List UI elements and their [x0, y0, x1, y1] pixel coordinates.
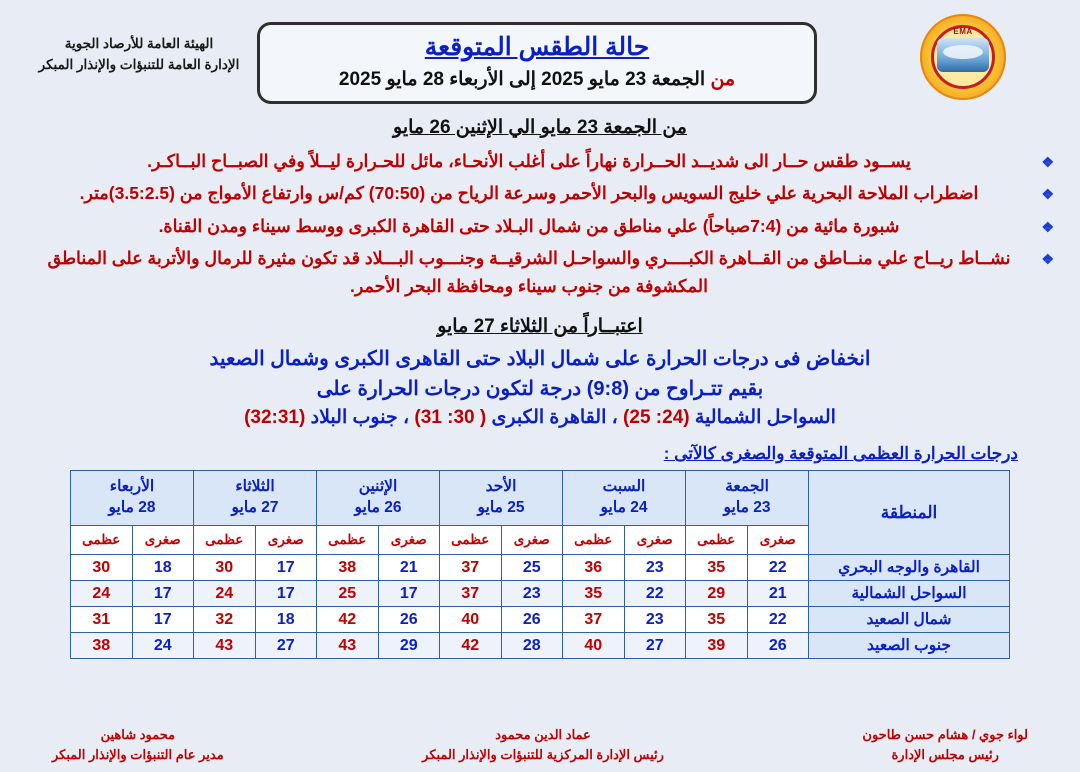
footer-center-name: عماد الدين محمود	[495, 727, 591, 742]
cell-min: 29	[378, 633, 440, 659]
cell-max: 38	[317, 555, 379, 581]
cell-min: 27	[255, 633, 317, 659]
section-2-heading: اعتبــاراً من الثلاثاء 27 مايو	[437, 315, 643, 337]
subheader-min: صغرى	[501, 526, 563, 555]
subheader-min: صغرى	[378, 526, 440, 555]
bullet-item	[26, 179, 1054, 207]
cell-max: 29	[686, 581, 748, 607]
title-box	[257, 22, 817, 104]
agency-name	[34, 34, 244, 76]
south-label: ، جنوب البلاد	[310, 406, 410, 428]
row-region: جنوب الصعيد	[809, 633, 1010, 659]
bullet-text: اضطراب الملاحة البحرية علي خليج السويس والبحر الأحمر وسرعة الرياح من (70:50) كم/س وارتفاع الأمواج من (3.5:2.5)متر.	[79, 183, 979, 204]
coast-label: السواحل الشمالية	[694, 406, 836, 428]
diamond-bullet-icon: ❖	[1041, 251, 1054, 268]
subheader-min: صغرى	[132, 526, 194, 555]
bullet-item	[26, 244, 1054, 301]
day-name: الإثنين	[358, 478, 398, 496]
footer-center-title: رئيس الإدارة المركزية للتنبؤات والإنذار المبكر	[422, 746, 664, 762]
logo-emblem	[937, 38, 989, 72]
cell-max: 32	[194, 607, 256, 633]
cairo-value: ( 30: 31)	[414, 406, 487, 428]
cell-min: 23	[624, 607, 686, 633]
bullet-item	[26, 147, 1054, 175]
cell-min: 21	[747, 581, 809, 607]
day-name: السبت	[602, 478, 646, 496]
forecast-period	[270, 67, 804, 93]
bullet-item	[26, 212, 1054, 240]
cell-min: 22	[747, 555, 809, 581]
cell-max: 38	[71, 633, 133, 659]
period-range: الجمعة 23 مايو 2025 إلى الأربعاء 28 مايو 2025	[338, 68, 706, 90]
column-header-day	[686, 471, 809, 526]
agency-line-1: الهيئة العامة للأرصاد الجوية	[64, 36, 214, 51]
cell-min: 17	[132, 581, 194, 607]
column-header-day	[440, 471, 563, 526]
south-value: (32:31)	[244, 406, 306, 428]
coast-value: (24: 25)	[623, 406, 690, 428]
table-row	[71, 633, 1010, 659]
cell-min: 18	[255, 607, 317, 633]
diamond-bullet-icon: ❖	[1041, 154, 1054, 170]
cell-min: 27	[624, 633, 686, 659]
column-header-day	[563, 471, 686, 526]
ema-logo	[920, 14, 1006, 100]
section-2-line-1: انخفاض فى درجات الحرارة على شمال البلاد حتى القاهرى الكبرى وشمال الصعيد	[209, 347, 871, 370]
table-header-row	[71, 471, 1010, 526]
cell-min: 25	[501, 555, 563, 581]
day-date: 23 مايو	[723, 499, 771, 517]
column-header-day	[194, 471, 317, 526]
cell-max: 30	[194, 555, 256, 581]
cell-min: 26	[747, 633, 809, 659]
cell-max: 37	[563, 607, 625, 633]
column-header-day	[71, 471, 194, 526]
cell-max: 35	[686, 555, 748, 581]
section-1-bullets	[26, 147, 1054, 301]
day-date: 26 مايو	[354, 499, 402, 517]
cell-min: 17	[255, 555, 317, 581]
cell-max: 24	[194, 581, 256, 607]
cell-min: 24	[132, 633, 194, 659]
cell-min: 17	[132, 607, 194, 633]
bulletin-content	[0, 116, 1080, 659]
subheader-max: عظمى	[194, 526, 256, 555]
cell-max: 40	[440, 607, 502, 633]
cell-max: 42	[440, 633, 502, 659]
section-1-heading: من الجمعة 23 مايو الي الإثنين 26 مايو	[393, 117, 687, 138]
diamond-bullet-icon: ❖	[1041, 186, 1054, 203]
row-region: القاهرة والوجه البحري	[809, 555, 1010, 581]
cell-min: 17	[378, 581, 440, 607]
cell-min: 28	[501, 633, 563, 659]
cell-min: 18	[132, 555, 194, 581]
table-caption: درجات الحرارة العظمى المتوقعة والصغرى كالآتى :	[663, 444, 1018, 464]
section-2-line-2: بقيم تتـراوح من (9:8) درجة لتكون درجات الحرارة على	[316, 377, 764, 400]
logo-text: EMA	[953, 27, 973, 36]
day-date: 27 مايو	[231, 499, 279, 517]
day-date: 28 مايو	[108, 499, 156, 517]
day-name: الأحد	[485, 478, 517, 496]
cell-max: 37	[440, 555, 502, 581]
bullet-text: نشــاط ريــاح علي منــاطق من القــاهرة الكبــــري والسواحـل الشرقيــة وجنـــوب البـــلاد قد تكون مثيرة للرمال والأتربة على المناطق المكشوفة من جنوب سيناء ومحافظة البحر الأحمر.	[47, 248, 1011, 297]
cell-min: 22	[624, 581, 686, 607]
cell-min: 26	[378, 607, 440, 633]
agency-line-2: الإدارة العامة للتنبؤات والإنذار المبكر	[38, 56, 240, 72]
diamond-bullet-icon: ❖	[1041, 218, 1054, 235]
cell-max: 36	[563, 555, 625, 581]
day-name: الثلاثاء	[235, 478, 275, 496]
row-region: شمال الصعيد	[809, 607, 1010, 633]
column-header-day	[317, 471, 440, 526]
subheader-max: عظمى	[686, 526, 748, 555]
cell-min: 21	[378, 555, 440, 581]
bullet-text: يســود طقس حــار الى شديــد الحــرارة نهاراً على أغلب الأنحـاء، مائل للحـرارة ليــلاً وفي الصبــاح البــاكـر.	[147, 151, 911, 171]
footer-left-title: رئيس مجلس الإدارة	[891, 746, 999, 762]
cell-min: 23	[501, 581, 563, 607]
table-row	[71, 581, 1010, 607]
cell-max: 39	[686, 633, 748, 659]
footer-right-name: محمود شاهين	[100, 727, 176, 742]
cell-max: 30	[71, 555, 133, 581]
table-row	[71, 607, 1010, 633]
cell-max: 43	[317, 633, 379, 659]
footer-right-signature	[52, 725, 224, 764]
subheader-max: عظمى	[71, 526, 133, 555]
cell-max: 42	[317, 607, 379, 633]
cell-max: 25	[317, 581, 379, 607]
subheader-max: عظمى	[563, 526, 625, 555]
cell-max: 43	[194, 633, 256, 659]
cell-max: 24	[71, 581, 133, 607]
period-prefix: من	[710, 68, 736, 90]
bullet-text: شبورة مائية من (7:4صباحاً) علي مناطق من شمال البـلاد حتى القاهرة الكبرى ووسط سيناء ومدن القناة.	[158, 215, 900, 236]
section-2-body	[26, 344, 1054, 433]
section-2-line-3	[26, 404, 1054, 433]
page-footer	[0, 725, 1080, 764]
cell-min: 17	[255, 581, 317, 607]
table-row	[71, 555, 1010, 581]
cairo-label: ، القاهرة الكبرى	[491, 406, 618, 428]
footer-right-title: مدير عام التنبؤات والإنذار المبكر	[52, 746, 224, 762]
subheader-max: عظمى	[440, 526, 502, 555]
cell-min: 22	[747, 607, 809, 633]
day-name: الأربعاء	[109, 478, 155, 496]
cell-min: 23	[624, 555, 686, 581]
day-date: 25 مايو	[477, 499, 525, 517]
day-name: الجمعة	[725, 478, 769, 496]
footer-center-signature	[422, 725, 664, 764]
row-region: السواحل الشمالية	[809, 581, 1010, 607]
page-title: حالة الطقس المتوقعة	[424, 33, 650, 61]
cell-max: 35	[686, 607, 748, 633]
subheader-min: صغرى	[255, 526, 317, 555]
column-header-region: المنطقة	[809, 471, 1010, 555]
subheader-max: عظمى	[317, 526, 379, 555]
cell-max: 40	[563, 633, 625, 659]
cell-min: 26	[501, 607, 563, 633]
page-header	[0, 0, 1080, 112]
cell-max: 35	[563, 581, 625, 607]
temperature-table	[70, 470, 1010, 659]
cell-max: 37	[440, 581, 502, 607]
footer-left-signature	[862, 725, 1028, 764]
day-date: 24 مايو	[600, 499, 648, 517]
subheader-min: صغرى	[624, 526, 686, 555]
cell-max: 31	[71, 607, 133, 633]
footer-left-name: لواء جوي / هشام حسن طاحون	[862, 727, 1028, 742]
subheader-min: صغرى	[747, 526, 809, 555]
